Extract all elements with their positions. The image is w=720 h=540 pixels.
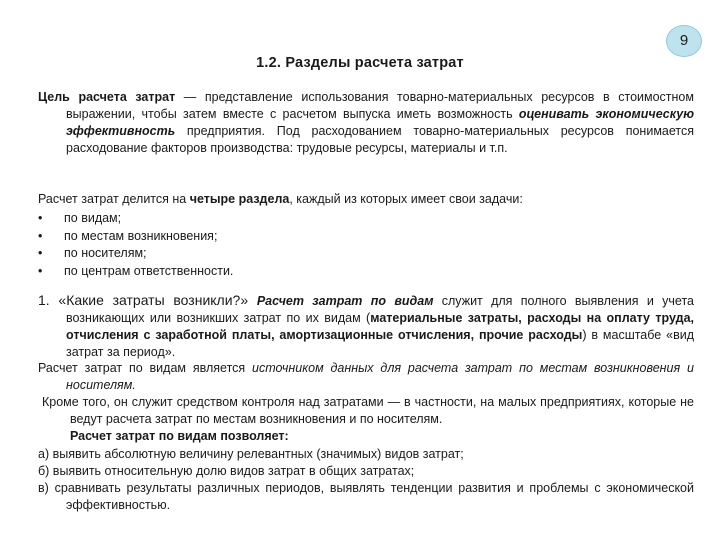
paragraph-item-a xyxy=(38,446,666,463)
item-text: выявить относительную долю видов затрат в общих затратах; xyxy=(49,464,415,478)
paragraph-item-b xyxy=(38,463,666,480)
section-text1: служит для полного выявления и учета возникающих или возникших затрат по их видам ( xyxy=(66,294,695,325)
emphasis-cost-by-type: Расчет затрат по видам xyxy=(256,294,434,308)
list-item-text: по местам возникновения; xyxy=(64,228,218,243)
paragraph-goal xyxy=(38,89,694,157)
item-text: сравнивать результаты различных периодов, выявлять тенденции развития и проблемы с экономической эффективностью. xyxy=(48,481,694,512)
paragraph-goal-text2: предприятия. Под расходованием товарно-материальных ресурсов понимается расходование факторов производства: трудовые ресурсы, материалы и т.п. xyxy=(66,124,694,155)
data-source-italic: источником данных для расчета затрат по местам возникновения и носителям. xyxy=(66,361,694,392)
bullet-icon: • xyxy=(38,228,43,243)
section-by-type xyxy=(38,292,694,361)
list-item xyxy=(38,263,233,281)
sections-bullet-list xyxy=(38,210,233,280)
allows-heading: Расчет затрат по видам позволяет: xyxy=(70,429,289,443)
item-prefix: а) xyxy=(38,447,50,461)
item-prefix: б) xyxy=(38,464,50,478)
list-item xyxy=(38,210,233,228)
control-text: Кроме того, он служит средством контроля над затратами — в частности, на малых предприятиях, которые не ведут расчета затрат по местам возникновения и по носителям. xyxy=(42,395,694,426)
list-item xyxy=(38,228,233,246)
cost-types-list: материальные затраты, расходы на оплату труда, отчисления с заработной платы, амортизационные отчисления, прочие расходы xyxy=(66,311,694,342)
paragraph-goal-text1: — представление использования товарно-материальных ресурсов в стоимостном выражении, чтобы затем вместе с расчетом выпуска иметь возможность xyxy=(66,90,694,121)
data-source-text: Расчет затрат по видам является xyxy=(38,361,253,375)
paragraph-item-c xyxy=(38,480,694,514)
paragraph-sections xyxy=(38,191,666,208)
emphasis-efficiency: оценивать экономическую эффективность xyxy=(66,107,695,138)
paragraph-data-source xyxy=(38,360,694,394)
list-item xyxy=(38,245,233,263)
list-item-text: по носителям; xyxy=(64,246,147,260)
list-item-text: по видам; xyxy=(64,211,122,225)
paragraph-control xyxy=(42,394,694,445)
page-number-badge: 9 xyxy=(666,25,702,57)
page-title: 1.2. Разделы расчета затрат xyxy=(256,55,464,71)
list-item-text: по центрам ответственности. xyxy=(64,263,234,278)
paragraph-sections-text2: , каждый из которых имеет свои задачи: xyxy=(289,192,523,206)
section-lead: 1. «Какие затраты возникли?» xyxy=(38,292,257,308)
term-cost-goal: Цель расчета затрат xyxy=(38,90,176,104)
item-text: выявить абсолютную величину релевантных (значимых) видов затрат; xyxy=(49,447,464,461)
paragraph-sections-text1: Расчет затрат делится на xyxy=(38,192,190,206)
bullet-icon: • xyxy=(38,211,43,225)
section-text2: ) в масштабе «вид затрат за период». xyxy=(66,328,694,359)
item-prefix: в) xyxy=(38,481,49,495)
bullet-icon: • xyxy=(38,263,43,278)
bullet-icon: • xyxy=(38,246,43,260)
emphasis-four-sections: четыре раздела xyxy=(189,192,290,206)
